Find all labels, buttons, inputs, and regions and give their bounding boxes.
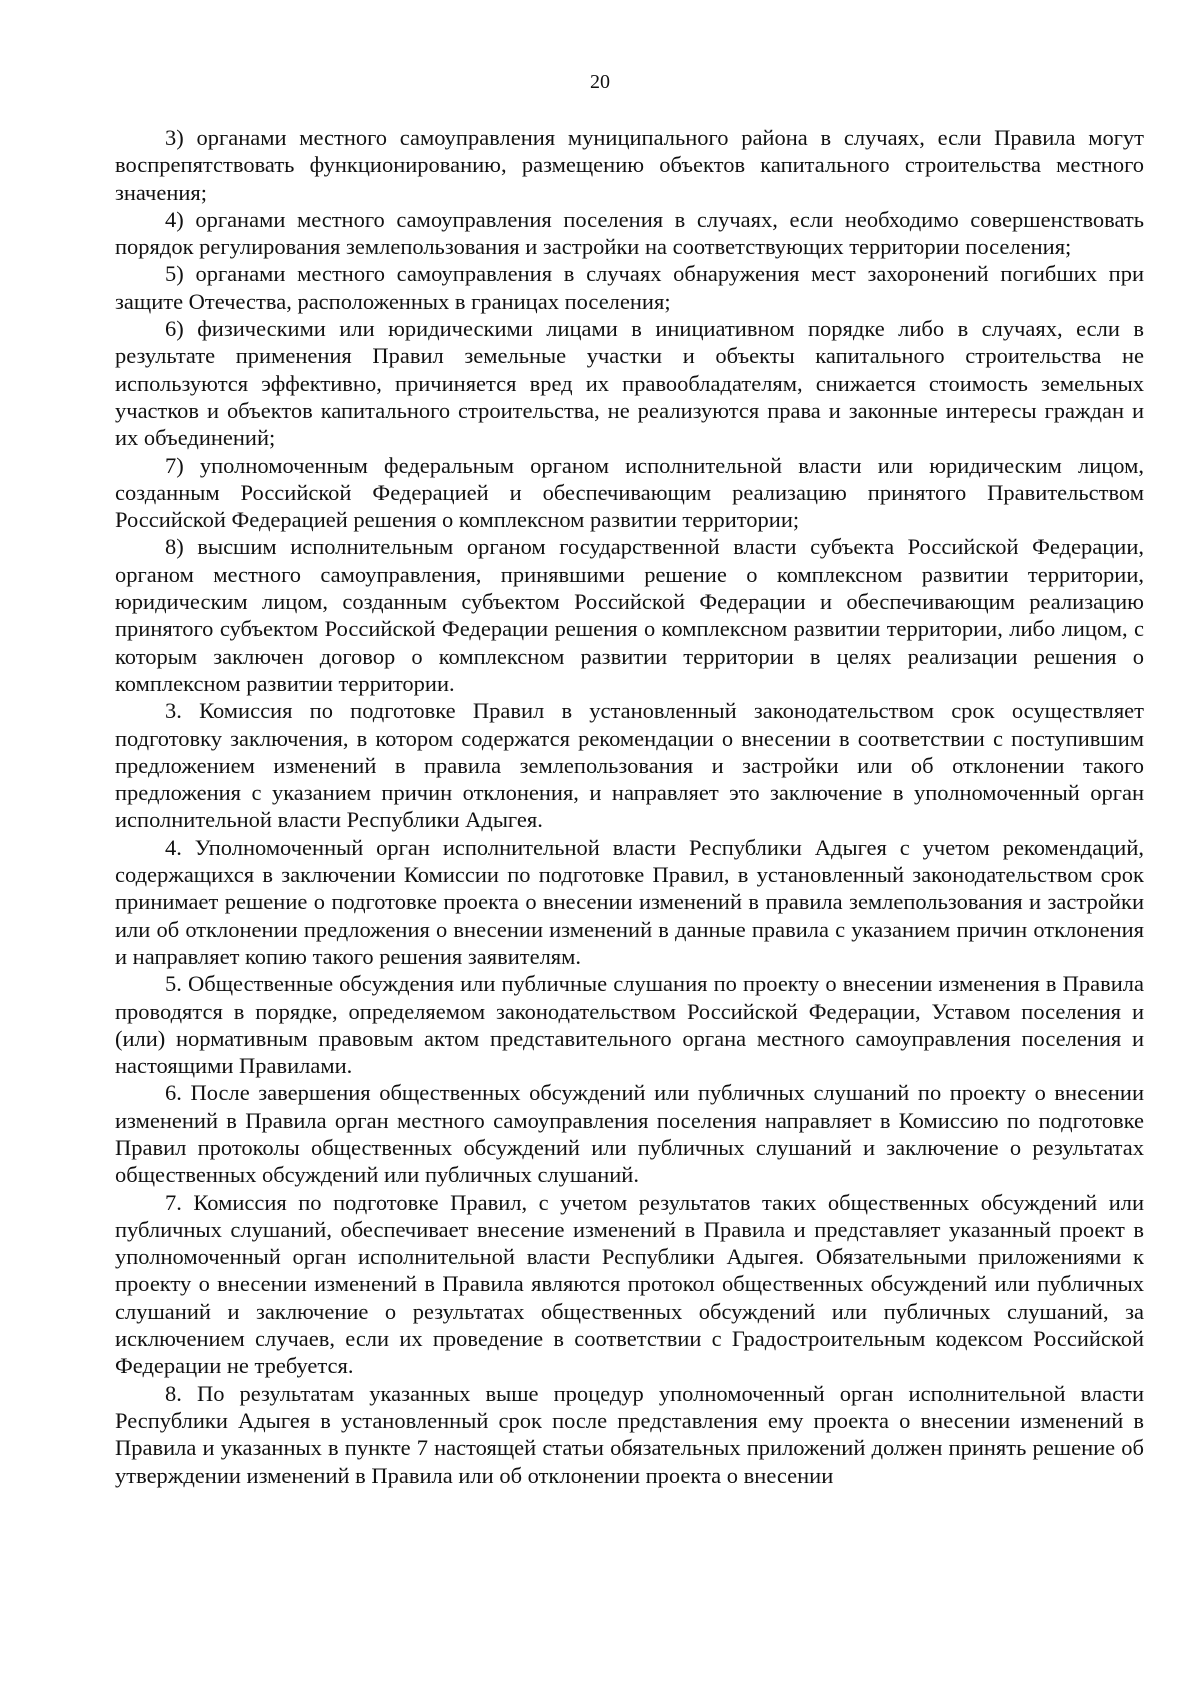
page-number: 20 [590, 71, 610, 93]
paragraph-section-7: 7. Комиссия по подготовке Правил, с учетом результатов таких общественных обсуждений или публичных слушаний, обеспечивает внесение изменений в Правила и представляет указанный проект в уполномоченный орган исполнительной власти Республики Адыгея. Обязательными приложениями к проекту о внесении изменений в Правила являются протокол общественных обсуждений или публичных слушаний и заключение о результатах общественных обсуждений или публичных слушаний, за исключением случаев, если их проведение в соответствии с Градостроительным кодексом Российской Федерации не требуется. [115, 1189, 1144, 1379]
paragraph-item-5: 5) органами местного самоуправления в случаях обнаружения мест захоронений погибших при защите Отечества, расположенных в границах поселения; [115, 261, 1144, 314]
paragraph-item-4: 4) органами местного самоуправления поселения в случаях, если необходимо совершенствовать порядок регулирования землепользования и застройки на соответствующих территории поселения; [115, 206, 1144, 260]
paragraph-section-8: 8. По результатам указанных выше процедур уполномоченный орган исполнительной власти Республики Адыгея в установленный срок после представления ему проекта о внесении изменений в Правила и указанных в пункте 7 настоящей статьи обязательных приложений должен принять решение об утверждении изменений в Правила или об отклонении проекта о внесении [115, 1380, 1144, 1488]
paragraph-item-7: 7) уполномоченным федеральным органом исполнительной власти или юридическим лицом, созданным Российской Федерацией и обеспечивающим реализацию принятого Правительством Российской Федерацией решения о комплексном развитии территории; [115, 452, 1144, 533]
paragraph-section-6: 6. После завершения общественных обсуждений или публичных слушаний по проекту о внесении изменений в Правила орган местного самоуправления поселения направляет в Комиссию по подготовке Правил протоколы общественных обсуждений или публичных слушаний и заключение о результатах общественных обсуждений или публичных слушаний. [115, 1080, 1144, 1188]
paragraph-item-8: 8) высшим исполнительным органом государственной власти субъекта Российской Федерации, органом местного самоуправления, принявшими решение о комплексном развитии территории, юридическим лицом, созданным субъектом Российской Федерации и обеспечивающим реализацию принятого субъектом Российской Федерации решения о комплексном развитии территории, либо лицом, с которым заключен договор о комплексном развитии территории в целях реализации решения о комплексном развитии территории. [115, 534, 1144, 696]
paragraph-section-5: 5. Общественные обсуждения или публичные слушания по проекту о внесении изменения в Правила проводятся в порядке, определяемом законодательством Российской Федерации, Уставом поселения и (или) нормативным правовым актом представительного органа местного самоуправления поселения и настоящими Правилами. [115, 971, 1144, 1079]
document-body [115, 124, 1144, 1489]
paragraph-item-6: 6) физическими или юридическими лицами в инициативном порядке либо в случаях, если в результате применения Правил земельные участки и объекты капитального строительства не используются эффективно, причиняется вред их правообладателям, снижается стоимость земельных участков и объектов капитального строительства, не реализуются права и законные интересы граждан и их объединений; [115, 316, 1144, 451]
paragraph-section-4: 4. Уполномоченный орган исполнительной власти Республики Адыгея с учетом рекомендаций, содержащихся в заключении Комиссии по подготовке Правил, в установленный законодательством срок принимает решение о подготовке проекта о внесении изменений в правила землепользования и застройки или об отклонении предложения о внесении изменений в данные правила с указанием причин отклонения и направляет копию такого решения заявителям. [115, 834, 1144, 969]
paragraph-section-3: 3. Комиссия по подготовке Правил в установленный законодательством срок осуществляет подготовку заключения, в котором содержатся рекомендации о внесении в соответствии с поступившим предложением изменений в правила землепользования и застройки или об отклонении такого предложения с указанием причин отклонения, и направляет это заключение в уполномоченный орган исполнительной власти Республики Адыгея. [115, 698, 1144, 833]
paragraph-item-3: 3) органами местного самоуправления муниципального района в случаях, если Правила могут воспрепятствовать функционированию, размещению объектов капитального строительства местного значения; [115, 125, 1144, 205]
